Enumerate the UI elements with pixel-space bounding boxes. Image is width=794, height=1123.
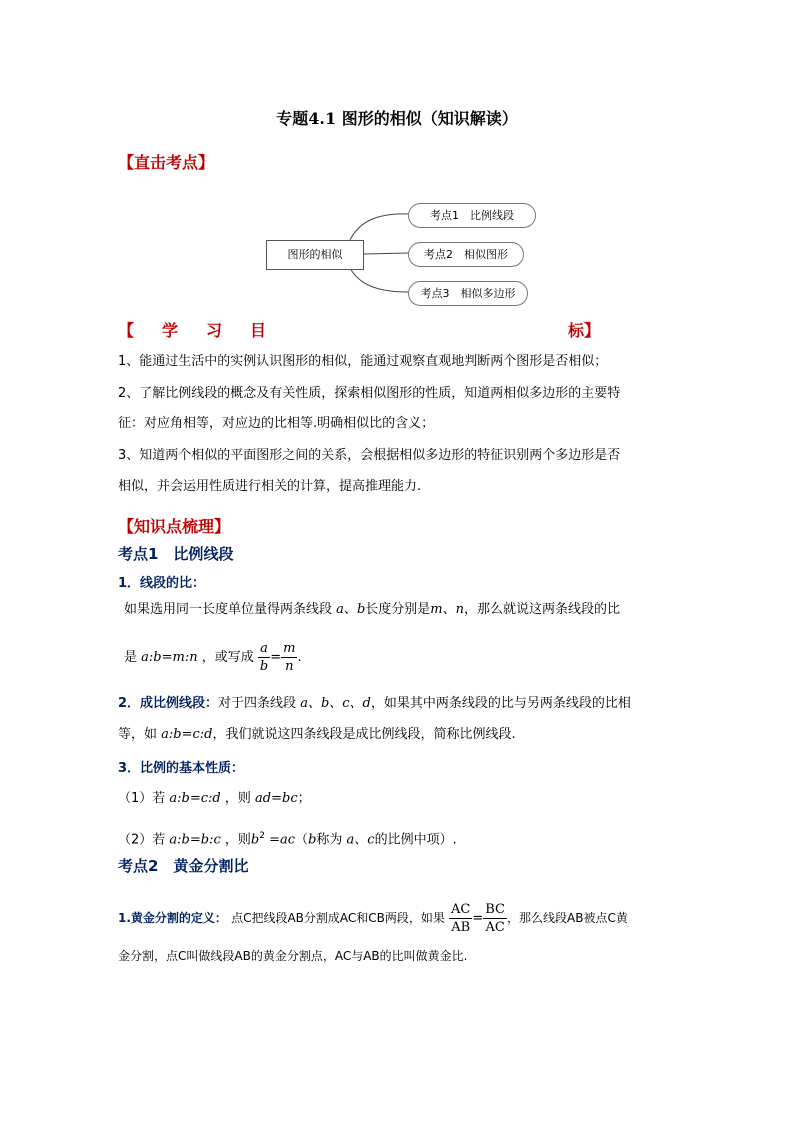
- kp1-s2-title: 2．成比例线段：: [118, 696, 219, 711]
- var-n: n: [455, 602, 464, 617]
- section-heading-direct: 【直击考点】: [118, 153, 215, 172]
- result: =ac: [269, 832, 296, 848]
- kp1-s2-line1: [118, 694, 631, 714]
- var-b: b: [356, 602, 366, 617]
- text: ，则: [224, 791, 251, 806]
- fraction-m-over-n: [281, 640, 297, 675]
- frac-denominator: b: [259, 659, 269, 674]
- text: ，如果其中两条线段的比与另两条线段的比相: [370, 696, 631, 711]
- vars-abcd: a、b、c、d: [300, 696, 371, 711]
- kp2-line2: 金分割，点C叫做线段AB的黄金分割点，AC与AB的比叫做黄金比.: [118, 949, 468, 963]
- kp1-s3-title: 3．比例的基本性质：: [118, 761, 245, 776]
- text: ，则: [224, 832, 251, 848]
- text: 长度分别是: [365, 602, 431, 617]
- kp1-heading: 考点1 比例线段: [118, 545, 234, 563]
- kp1-property-2: [118, 826, 457, 850]
- fraction-a-over-b: [258, 640, 270, 675]
- period: .: [297, 650, 302, 665]
- expr: a:b=c:d: [161, 727, 213, 742]
- mind-map-connectors: [0, 0, 794, 320]
- kp1-s1-line2: [124, 640, 302, 676]
- frac-denominator: n: [281, 657, 297, 675]
- kp1-s1-line1: [124, 600, 620, 620]
- ratio-expr: a:b=m:n: [141, 650, 198, 665]
- vars-ac: a、c: [346, 832, 375, 848]
- sep: 、: [343, 602, 357, 617]
- expr: a:b=c:d: [169, 791, 221, 806]
- kp1-s2-line2: [118, 725, 516, 745]
- section-heading-goals: 【 学 习 目: [118, 321, 273, 340]
- frac-denominator: AC: [483, 918, 507, 936]
- text: 的比例中项）.: [374, 832, 457, 848]
- equals: =: [472, 911, 484, 926]
- text: ，我们就说这四条线段是成比例线段，简称比例线段.: [212, 727, 516, 742]
- equals: =: [270, 650, 282, 665]
- kp2-s1-title: 1.黄金分割的定义：: [118, 911, 227, 925]
- var-a: a: [336, 602, 344, 617]
- goal-2b: 征：对应角相等，对应边的比相等.明确相似比的含义；: [118, 416, 435, 431]
- frac-numerator: AC: [451, 902, 471, 917]
- goal-3a: 3、知道两个相似的平面图形之间的关系，会根据相似多边形的特征识别两个多边形是否: [118, 448, 621, 463]
- text: （1）若: [118, 791, 166, 806]
- goal-3b: 相似，并会运用性质进行相关的计算，提高推理能力.: [118, 479, 422, 494]
- section-heading-goals-end: 标】: [568, 321, 601, 340]
- result: ad=bc: [255, 791, 298, 806]
- text: （: [295, 832, 309, 848]
- text: 点C把线段AB分割成AC和CB两段，如果: [231, 911, 445, 925]
- text: （2）若: [118, 832, 166, 848]
- text: 如果选用同一长度单位量得两条线段: [124, 602, 333, 617]
- kp2-heading: 考点2 黄金分割比: [118, 857, 249, 875]
- exponent: 2: [259, 831, 265, 841]
- frac-numerator: m: [283, 641, 296, 656]
- goal-2a: 2、了解比例线段的概念及有关性质，探索相似图形的性质，知道两相似多边形的主要特: [118, 386, 621, 401]
- fraction-bc-over-ac: [483, 901, 507, 936]
- goal-1: 1、能通过生活中的实例认识图形的相似，能通过观察直观地判断两个图形是否相似；: [118, 354, 608, 369]
- page-title: 专题4.1 图形的相似（知识解读）: [276, 109, 518, 128]
- frac-numerator: a: [260, 641, 268, 656]
- kp2-line1: [118, 898, 628, 939]
- connector-2: [364, 253, 408, 254]
- frac-denominator: AB: [449, 918, 472, 936]
- mind-map-node-3: 考点3 相似多边形: [408, 281, 528, 306]
- var-m: m: [430, 602, 443, 617]
- kp1-s1-title: 1．线段的比：: [118, 576, 206, 591]
- connector-3: [350, 268, 408, 292]
- text: ；: [297, 791, 311, 806]
- frac-numerator: BC: [485, 902, 506, 917]
- text: ，或写成: [201, 650, 254, 665]
- mind-map-node-2: 考点2 相似图形: [408, 242, 524, 267]
- text: ，那么就说这两条线段的比: [464, 602, 621, 617]
- mind-map-node-1: 考点1 比例线段: [408, 203, 536, 228]
- section-heading-knowledge: 【知识点梳理】: [118, 517, 231, 536]
- text: 是: [124, 650, 138, 665]
- expr: a:b=b:c: [169, 832, 221, 848]
- text: 称为: [316, 832, 343, 848]
- connector-1: [350, 214, 408, 240]
- var-b: b: [250, 832, 260, 848]
- mind-map-root: 图形的相似: [266, 240, 364, 270]
- kp1-property-1: [118, 789, 311, 809]
- fraction-ac-over-ab: [449, 901, 472, 936]
- sep: 、: [442, 602, 456, 617]
- var-b: b: [308, 832, 317, 848]
- text: 对于四条线段: [218, 696, 297, 711]
- text: ，那么线段AB被点C黄: [507, 911, 628, 925]
- text: 等，如: [118, 727, 158, 742]
